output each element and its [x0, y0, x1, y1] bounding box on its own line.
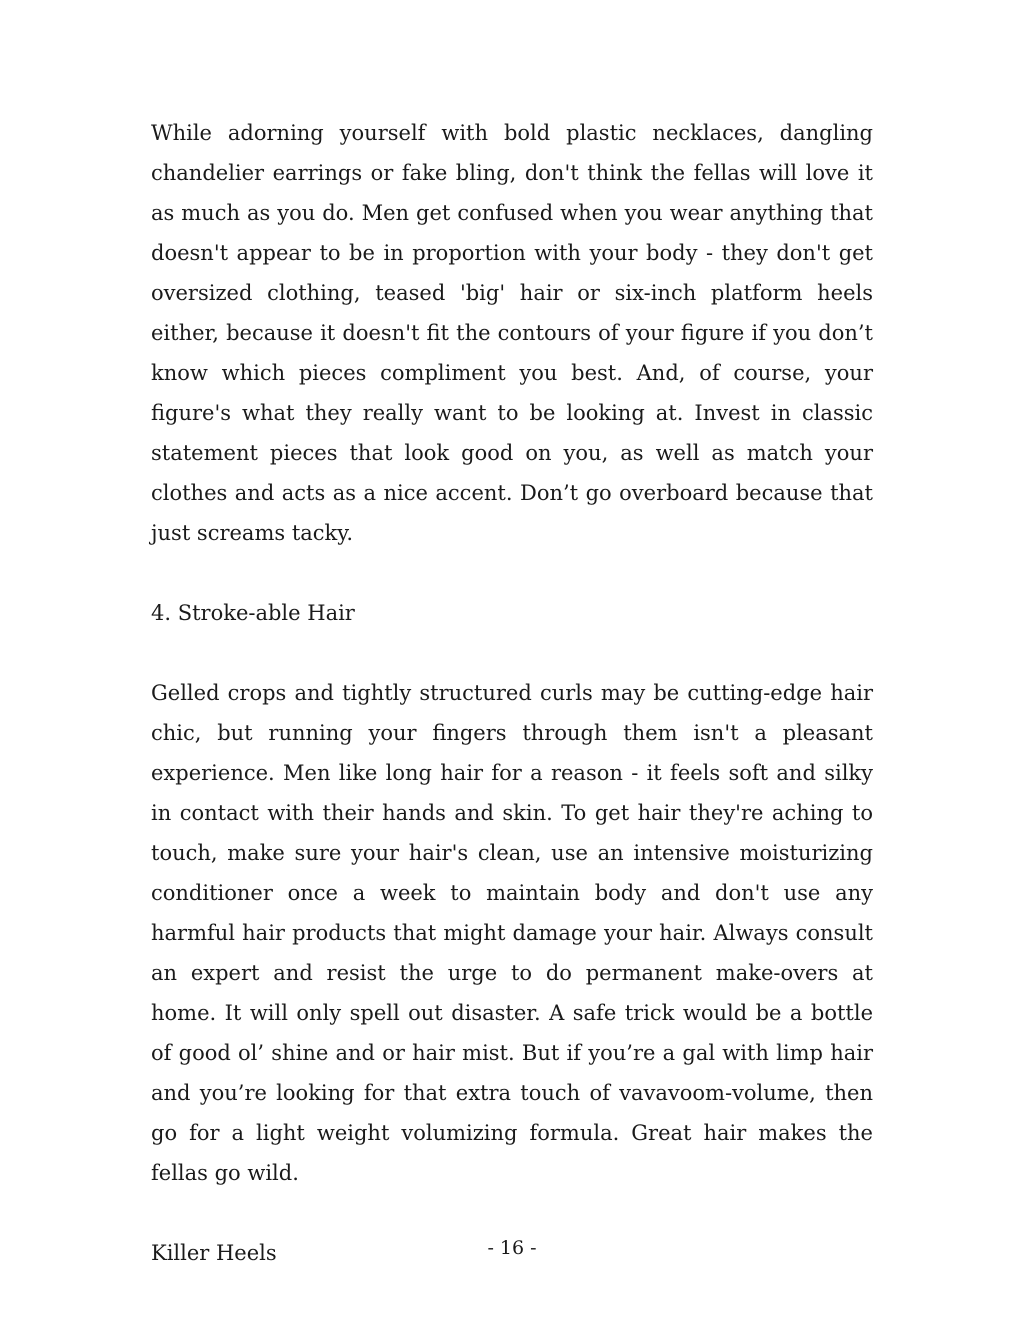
page-number: - 16 -: [487, 1237, 537, 1259]
section-heading-stroke-able-hair: 4. Stroke-able Hair: [151, 601, 355, 625]
page-body: [151, 113, 873, 1313]
body-paragraph: While adorning yourself with bold plastic necklaces, dangling chandelier earrings or fake bling, don't think the fellas will love it as much as you do. Men get confused when you wear anything that doesn't appear to be in proportion with your body - they don't get oversized clothing, teased 'big' hair or six-inch platform heels either, because it doesn't fit the contours of your figure if you don’t know which pieces compliment you best. And, of course, your figure's what they really want to be looking at. Invest in classic statement pieces that look good on you, as well as match your clothes and acts as a nice accent. Don’t go overboard because that just screams tacky.: [151, 121, 873, 545]
section-heading-killer-heels: Killer Heels: [151, 1241, 277, 1265]
body-paragraph: Gelled crops and tightly structured curls may be cutting-edge hair chic, but running your fingers through them isn't a pleasant experience. Men like long hair for a reason - it feels soft and silky in contact with their hands and skin. To get hair they're aching to touch, make sure your hair's clean, use an intensive moisturizing conditioner once a week to maintain body and don't use any harmful hair products that might damage your hair. Always consult an expert and resist the urge to do permanent make-overs at home. It will only spell out disaster. A safe trick would be a bottle of good ol’ shine and or hair mist. But if you’re a gal with limp hair and you’re looking for that extra touch of vavavoom-volume, then go for a light weight volumizing formula. Great hair makes the fellas go wild.: [151, 681, 873, 1185]
